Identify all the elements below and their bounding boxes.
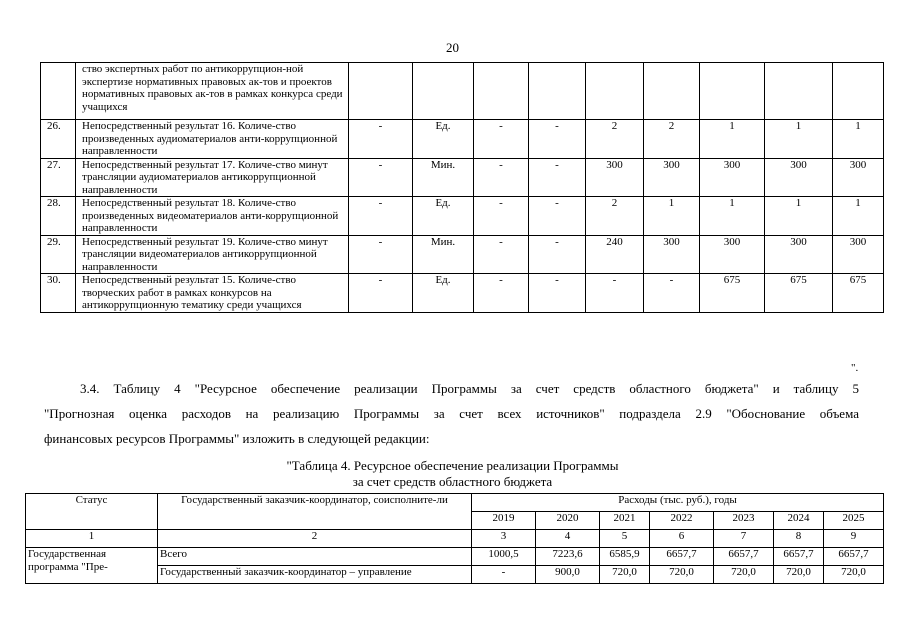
cell-c6: 1 bbox=[644, 197, 700, 236]
cell-c4: - bbox=[529, 197, 586, 236]
value-cell: 900,0 bbox=[536, 566, 600, 584]
indicator-name: Непосредственный результат 17. Количе-ство минут трансляции аудиоматериалов антикоррупционной направленности bbox=[76, 158, 349, 197]
year-header: 2025 bbox=[824, 512, 884, 530]
year-header: 2022 bbox=[650, 512, 714, 530]
resources-table bbox=[25, 493, 884, 584]
value-cell: 1000,5 bbox=[472, 548, 536, 566]
indicator-name: Непосредственный результат 15. Количе-ство творческих работ в рамках конкурсов на антикоррупционную тематику среди учащихся bbox=[76, 274, 349, 313]
cell-c8: 1 bbox=[765, 197, 833, 236]
header-customer: Государственный заказчик-координатор, соисполните-ли bbox=[158, 494, 472, 530]
indicator-name: ство экспертных работ по антикоррупцион-ной экспертизе нормативных правовых ак-тов и проектов нормативных правовых ак-тов в рамках конкурса среди учащихся bbox=[76, 63, 349, 120]
table-row bbox=[41, 158, 884, 197]
cell-unit: Ед. bbox=[413, 197, 474, 236]
page-number: 20 bbox=[446, 40, 459, 55]
value-cell: 720,0 bbox=[650, 566, 714, 584]
paragraph-line: "Прогнозная оценка расходов на реализацию Программы за счет всех источников" подраздела 2.9 "Обоснование объема bbox=[44, 406, 859, 421]
value-cell: 7223,6 bbox=[536, 548, 600, 566]
table-row bbox=[41, 120, 884, 159]
cell-c8: 675 bbox=[765, 274, 833, 313]
column-number: 9 bbox=[824, 530, 884, 548]
cell-c5: 240 bbox=[586, 235, 644, 274]
cell-c7: 1 bbox=[700, 197, 765, 236]
cell-c3: - bbox=[474, 235, 529, 274]
year-header: 2019 bbox=[472, 512, 536, 530]
cell-c3: - bbox=[474, 274, 529, 313]
indicator-name: Непосредственный результат 18. Количе-ство произведенных видеоматериалов анти-коррупционной направленности bbox=[76, 197, 349, 236]
row-label: Всего bbox=[158, 548, 472, 566]
cell-c5: 300 bbox=[586, 158, 644, 197]
cell-c9: 1 bbox=[833, 120, 884, 159]
cell-c9: 1 bbox=[833, 197, 884, 236]
cell-c9: 300 bbox=[833, 235, 884, 274]
column-number: 5 bbox=[600, 530, 650, 548]
cell-c6: - bbox=[644, 274, 700, 313]
row-number: 28. bbox=[41, 197, 76, 236]
cell-c1: - bbox=[349, 158, 413, 197]
column-number: 6 bbox=[650, 530, 714, 548]
value-cell: 720,0 bbox=[774, 566, 824, 584]
year-header: 2020 bbox=[536, 512, 600, 530]
cell-c6: 2 bbox=[644, 120, 700, 159]
cell-c8: 1 bbox=[765, 120, 833, 159]
row-number: 27. bbox=[41, 158, 76, 197]
cell-c4: - bbox=[529, 274, 586, 313]
cell-c1: - bbox=[349, 235, 413, 274]
value-cell: - bbox=[472, 566, 536, 584]
value-cell: 6585,9 bbox=[600, 548, 650, 566]
column-number: 3 bbox=[472, 530, 536, 548]
cell-c9: 300 bbox=[833, 158, 884, 197]
paragraph-line: 3.4. Таблицу 4 "Ресурсное обеспечение реализации Программы за счет средств областного бюджета" и таблицу 5 bbox=[80, 381, 859, 396]
cell-unit: Ед. bbox=[413, 274, 474, 313]
table-row bbox=[26, 548, 884, 566]
column-numbers-row bbox=[26, 530, 884, 548]
value-cell: 720,0 bbox=[824, 566, 884, 584]
column-number: 1 bbox=[26, 530, 158, 548]
table-row bbox=[41, 63, 884, 120]
cell-c7: 675 bbox=[700, 274, 765, 313]
header-status: Статус bbox=[26, 494, 158, 530]
cell-c3: - bbox=[474, 158, 529, 197]
year-header: 2023 bbox=[714, 512, 774, 530]
paragraph-line: финансовых ресурсов Программы" изложить в следующей редакции: bbox=[44, 431, 430, 446]
indicator-name: Непосредственный результат 19. Количе-ство минут трансляции видеоматериалов антикоррупционной направленности bbox=[76, 235, 349, 274]
header-row bbox=[26, 494, 884, 512]
value-cell: 6657,7 bbox=[714, 548, 774, 566]
cell-c5: 2 bbox=[586, 197, 644, 236]
row-number: 26. bbox=[41, 120, 76, 159]
cell-c8: 300 bbox=[765, 235, 833, 274]
cell-unit: Мин. bbox=[413, 158, 474, 197]
cell-c6: 300 bbox=[644, 235, 700, 274]
status-cell: Государственная программа "Пре- bbox=[26, 548, 158, 584]
cell-c3: - bbox=[474, 197, 529, 236]
cell-unit: Ед. bbox=[413, 120, 474, 159]
table4-subtitle: за счет средств областного бюджета bbox=[352, 474, 553, 489]
cell-c1: - bbox=[349, 197, 413, 236]
year-header: 2021 bbox=[600, 512, 650, 530]
cell-unit: Мин. bbox=[413, 235, 474, 274]
table-row bbox=[41, 197, 884, 236]
value-cell: 6657,7 bbox=[824, 548, 884, 566]
indicators-table bbox=[40, 62, 884, 313]
row-number: 30. bbox=[41, 274, 76, 313]
cell-c7: 300 bbox=[700, 158, 765, 197]
closing-quote: ". bbox=[851, 362, 859, 374]
cell-c1: - bbox=[349, 120, 413, 159]
cell-c4: - bbox=[529, 235, 586, 274]
cell-c8: 300 bbox=[765, 158, 833, 197]
value-cell: 6657,7 bbox=[650, 548, 714, 566]
table-row bbox=[41, 274, 884, 313]
cell-c1: - bbox=[349, 274, 413, 313]
column-number: 7 bbox=[714, 530, 774, 548]
row-number: 29. bbox=[41, 235, 76, 274]
row-label: Государственный заказчик-координатор – управление bbox=[158, 566, 472, 584]
cell-c4: - bbox=[529, 120, 586, 159]
value-cell: 6657,7 bbox=[774, 548, 824, 566]
year-header: 2024 bbox=[774, 512, 824, 530]
cell-c7: 300 bbox=[700, 235, 765, 274]
cell-c5: - bbox=[586, 274, 644, 313]
column-number: 8 bbox=[774, 530, 824, 548]
table-row bbox=[41, 235, 884, 274]
value-cell: 720,0 bbox=[714, 566, 774, 584]
cell-c7: 1 bbox=[700, 120, 765, 159]
cell-c5: 2 bbox=[586, 120, 644, 159]
value-cell: 720,0 bbox=[600, 566, 650, 584]
column-number: 4 bbox=[536, 530, 600, 548]
header-expenses: Расходы (тыс. руб.), годы bbox=[472, 494, 884, 512]
cell-c9: 675 bbox=[833, 274, 884, 313]
cell-c6: 300 bbox=[644, 158, 700, 197]
indicator-name: Непосредственный результат 16. Количе-ство произведенных аудиоматериалов анти-коррупционной направленности bbox=[76, 120, 349, 159]
cell-c3: - bbox=[474, 120, 529, 159]
table4-title: "Таблица 4. Ресурсное обеспечение реализации Программы bbox=[286, 458, 619, 473]
cell-c4: - bbox=[529, 158, 586, 197]
column-number: 2 bbox=[158, 530, 472, 548]
